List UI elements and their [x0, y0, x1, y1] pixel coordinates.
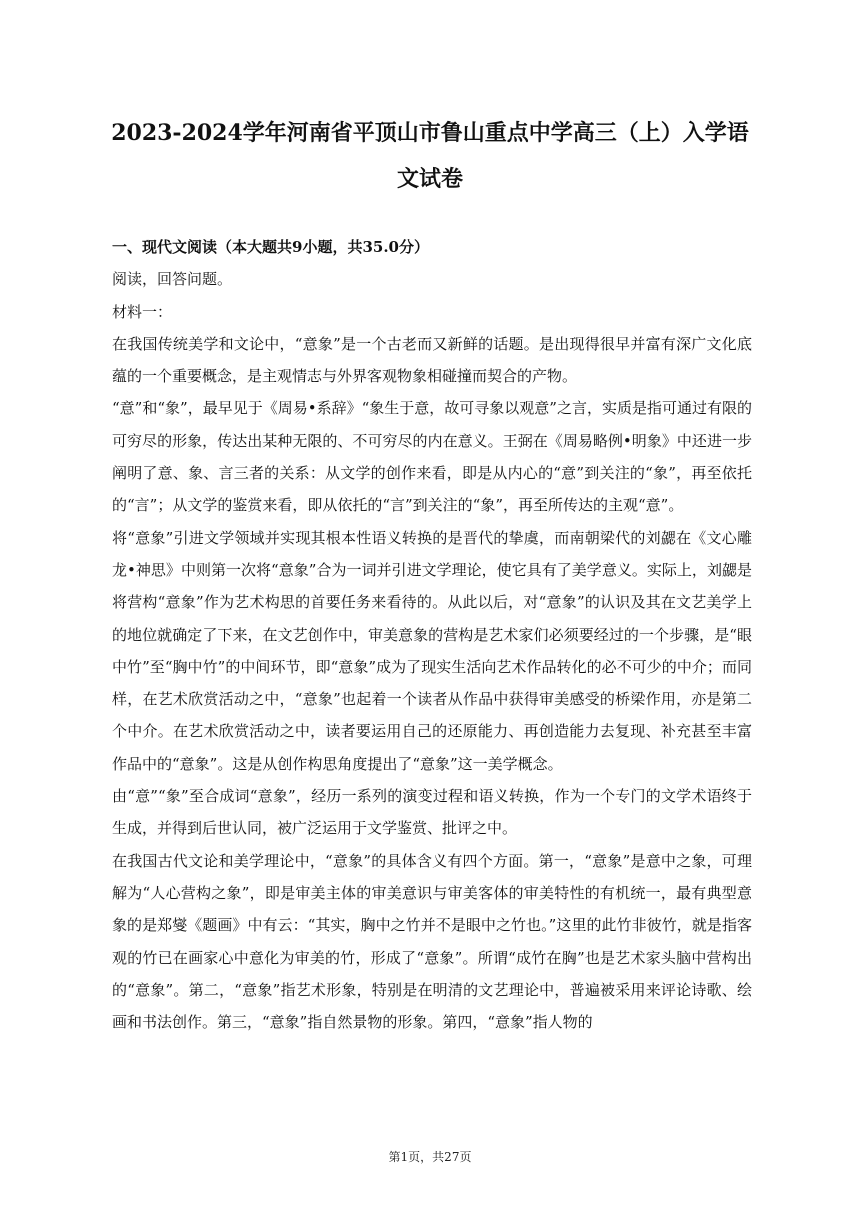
paragraph-5: 在我国古代文论和美学理论中，“意象”的具体含义有四个方面。第一，“意象”是意中之象，可理解为“人心营构之象”，即是审美主体的审美意识与审美客体的审美特性的有机统一，最有典型意象的是郑燮《题画》中有云：“其实，胸中之竹并不是眼中之竹也。”这里的此竹非彼竹，就是指客观的竹已在画家心中意化为审美的竹，形成了“意象”。所谓“成竹在胸”也是艺术家头脑中营构出的“意象”。第二，“意象”指艺术形象，特别是在明清的文艺理论中，普遍被采用来评论诗歌、绘画和书法创作。第三，“意象”指自然景物的形象。第四，“意象”指人物的: [112, 851, 752, 1032]
paragraph-3: 将“意象”引进文学领域并实现其根本性语义转换的是晋代的挚虞，而南朝梁代的刘勰在《文心雕龙•神思》中则第一次将“意象”合为一词并引进文学理论，使它具有了美学意义。实际上，刘勰是将营构“意象”作为艺术构思的首要任务来看待的。从此以后，对“意象”的认识及其在文艺美学上的地位就确定了下来，在文艺创作中，审美意象的营构是艺术家们必须要经过的一个步骤，是“眼中竹”至“胸中竹”的中间环节，即“意象”成为了现实生活向艺术作品转化的必不可少的中介；而同样，在艺术欣赏活动之中，“意象”也起着一个读者从作品中获得审美感受的桥梁作用，亦是第二个中介。在艺术欣赏活动之中，读者要运用自己的还原能力、再创造能力去复现、补充甚至丰富作品中的“意象”。这是从创作构思角度提出了“意象”这一美学概念。: [112, 528, 752, 773]
page-footer: 第1页，共27页: [388, 1150, 472, 1164]
document-body: [112, 231, 752, 1038]
title-line-1: 2023-2024学年河南省平顶山市鲁山重点中学高三（上）入学语: [111, 120, 749, 146]
paragraph-1: 在我国传统美学和文论中，“意象”是一个古老而又新鲜的话题。是出现得很早并富有深广文化底蕴的一个重要概念，是主观情志与外界客观物象相碰撞而契合的产物。: [112, 334, 752, 386]
paragraph-4: 由“意”“象”至合成词“意象”，经历一系列的演变过程和语义转换，作为一个专门的文学术语终于生成，并得到后世认同，被广泛运用于文学鉴赏、批评之中。: [112, 787, 752, 838]
document-title: [80, 110, 780, 202]
section-heading: 一、现代文阅读（本大题共9小题，共35.0分）: [112, 238, 429, 256]
paragraph-instruction: 阅读，回答问题。: [112, 270, 233, 289]
paragraph-2: “意”和“象”，最早见于《周易•系辞》“象生于意，故可寻象以观意”之言，实质是指可通过有限的可穷尽的形象，传达出某种无限的、不可穷尽的内在意义。王弼在《周易略例•明象》中还进一步阐明了意、象、言三者的关系：从文学的创作来看，即是从内心的“意”到关注的“象”，再至依托的“言”；从文学的鉴赏来看，即从依托的“言”到关注的“象”，再至所传达的主观“意”。: [112, 399, 752, 515]
title-line-2: 文试卷: [396, 166, 463, 192]
paragraph-material-label: 材料一：: [112, 302, 173, 321]
